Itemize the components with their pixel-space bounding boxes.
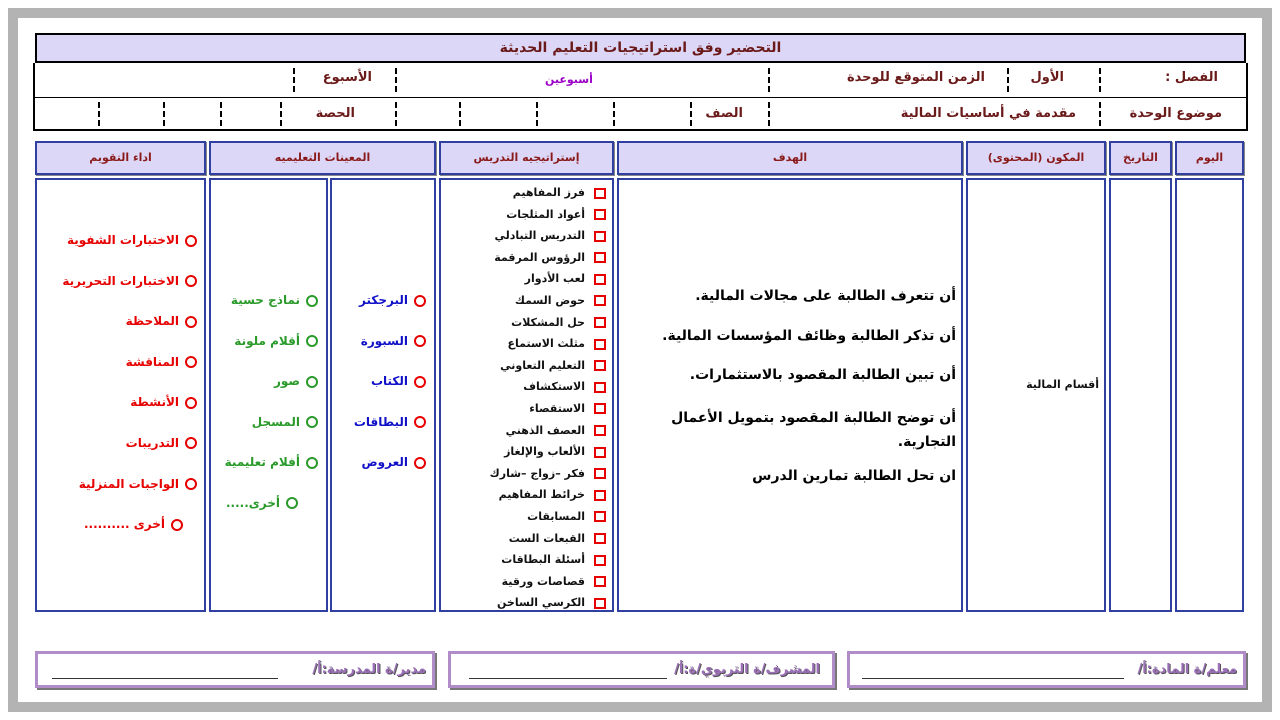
radio-icon[interactable]	[185, 235, 197, 247]
checkbox-icon[interactable]	[594, 555, 606, 566]
strategy-item[interactable]	[436, 441, 606, 463]
aid-item[interactable]	[326, 293, 426, 334]
checkbox-icon[interactable]	[594, 382, 606, 393]
strategy-label: أعواد المثلجات	[506, 207, 585, 221]
strategy-item[interactable]	[436, 420, 606, 442]
assessment-label: الاختبارات الشفوية	[66, 233, 179, 247]
checkbox-icon[interactable]	[594, 511, 606, 522]
header-date: التاريخ	[1109, 141, 1172, 175]
aid-label: أفلام تعليمية	[224, 455, 300, 469]
strategy-item[interactable]	[436, 225, 606, 247]
aid-item[interactable]	[208, 455, 318, 496]
duration-label: الزمن المتوقع للوحدة	[846, 70, 985, 85]
checkbox-icon[interactable]	[594, 209, 606, 220]
strategy-item[interactable]	[436, 549, 606, 571]
teacher-signature-label: معلم/ة المادة:أ/	[1137, 662, 1237, 677]
aid-item[interactable]	[208, 374, 318, 415]
assessment-label: الأنشطة	[130, 395, 179, 410]
divider	[280, 102, 282, 126]
assessment-label: الاختبارات التحريرية	[62, 273, 179, 288]
header-goal: الهدف	[617, 141, 963, 175]
aid-item[interactable]	[326, 334, 426, 375]
radio-icon[interactable]	[185, 316, 197, 328]
strategy-item[interactable]	[436, 333, 606, 355]
goal-item: أن تذكر الطالبة وظائف المؤسسات المالية.	[662, 328, 956, 344]
goal-item: ان تحل الطالبة تمارين الدرس	[752, 468, 956, 484]
checkbox-icon[interactable]	[594, 576, 606, 587]
radio-icon[interactable]	[414, 457, 426, 469]
duration-value: أسبوعين	[545, 73, 593, 86]
aids-list-b	[208, 293, 318, 536]
checkbox-icon[interactable]	[594, 598, 606, 609]
assessment-item[interactable]	[37, 395, 197, 436]
assessment-item[interactable]	[37, 314, 197, 355]
page-title: التحضير وفق استراتيجيات التعليم الحديثة	[35, 33, 1246, 63]
strategy-item[interactable]	[436, 528, 606, 550]
radio-icon[interactable]	[414, 335, 426, 347]
checkbox-icon[interactable]	[594, 425, 606, 436]
strategy-label: فكر –زواج –شارك	[489, 466, 585, 480]
checkbox-icon[interactable]	[594, 252, 606, 263]
goal-item: أن توضح الطالبة المقصود بتمويل الأعمال التجارية.	[671, 410, 956, 450]
checkbox-icon[interactable]	[594, 274, 606, 285]
strategy-item[interactable]	[436, 204, 606, 226]
aid-item[interactable]	[208, 293, 318, 334]
signature-line	[52, 678, 278, 679]
checkbox-icon[interactable]	[594, 295, 606, 306]
header-assessment: اداء التقويم	[35, 141, 206, 175]
checkbox-icon[interactable]	[594, 403, 606, 414]
checkbox-icon[interactable]	[594, 317, 606, 328]
radio-icon[interactable]	[185, 356, 197, 368]
aid-label: السبورة	[360, 333, 408, 348]
header-aids: المعينات التعليميه	[209, 141, 436, 175]
strategy-item[interactable]	[436, 506, 606, 528]
divider	[613, 102, 615, 126]
aid-label: البطاقات	[353, 414, 408, 429]
strategy-label: التدريس التبادلي	[494, 229, 585, 243]
assessment-item[interactable]	[37, 436, 197, 477]
content-item: أقسام المالية	[1026, 378, 1099, 391]
strategy-item[interactable]	[436, 355, 606, 377]
header-content: المكون (المحتوى)	[966, 141, 1106, 175]
divider	[395, 68, 397, 92]
assessment-label: التدريبات	[125, 435, 179, 450]
checkbox-icon[interactable]	[594, 490, 606, 501]
assessment-label: الملاحظة	[125, 314, 179, 329]
aid-label: صور	[273, 374, 300, 388]
principal-signature-label: مدير/ة المدرسة:أ/	[312, 662, 426, 677]
radio-icon[interactable]	[185, 478, 197, 490]
strategy-item[interactable]	[436, 290, 606, 312]
checkbox-icon[interactable]	[594, 339, 606, 350]
signature-line	[469, 678, 667, 679]
aid-item[interactable]	[208, 415, 318, 456]
semester-value: الأول	[1030, 70, 1064, 85]
divider	[163, 102, 165, 126]
strategy-label: الكرسي الساخن	[497, 596, 585, 610]
strategy-label: لعب الأدوار	[524, 272, 585, 286]
supervisor-signature-box	[448, 651, 835, 688]
aid-item[interactable]	[326, 374, 426, 415]
divider	[459, 102, 461, 126]
aid-item[interactable]	[208, 334, 318, 375]
supervisor-signature-label: المشرف/ة التربوي/ة:أ/	[674, 662, 820, 677]
strategy-item[interactable]	[436, 182, 606, 204]
strategy-label: الألعاب والإلغاز	[504, 445, 585, 459]
class-label: الصف	[705, 106, 743, 121]
strategy-item[interactable]	[436, 268, 606, 290]
day-column	[1175, 178, 1244, 612]
strategy-label: مثلث الاستماع	[507, 337, 585, 351]
date-column	[1109, 178, 1172, 612]
aid-item[interactable]	[326, 455, 426, 496]
strategy-item[interactable]	[436, 592, 606, 614]
assessment-item[interactable]	[37, 274, 197, 315]
radio-icon[interactable]	[306, 335, 318, 347]
signature-line	[862, 678, 1124, 679]
strategy-item[interactable]	[436, 398, 606, 420]
divider	[293, 68, 295, 92]
divider	[1099, 68, 1101, 92]
assessment-label: الواجبات المنزلية	[78, 476, 179, 491]
checkbox-icon[interactable]	[594, 468, 606, 479]
divider	[1007, 68, 1009, 92]
assessment-label: أخرى ..........	[84, 517, 165, 532]
strategy-label: خرائط المفاهيم	[498, 488, 585, 502]
assessment-label: المناقشة	[125, 354, 179, 369]
semester-label: الفصل :	[1165, 70, 1218, 85]
radio-icon[interactable]	[414, 295, 426, 307]
strategy-label: الاستقصاء	[529, 401, 585, 415]
divider	[220, 102, 222, 126]
strategy-label: حوض السمك	[514, 293, 585, 307]
aid-label: الكتاب	[370, 374, 408, 388]
strategy-label: العصف الذهني	[505, 423, 585, 437]
radio-icon[interactable]	[171, 519, 183, 531]
content-column	[966, 178, 1106, 612]
radio-icon[interactable]	[185, 275, 197, 287]
checkbox-icon[interactable]	[594, 533, 606, 544]
goal-item: أن تبين الطالبة المقصود بالاستثمارات.	[689, 367, 956, 383]
strategy-label: القبعات الست	[508, 531, 585, 545]
divider	[768, 68, 770, 92]
radio-icon[interactable]	[306, 457, 318, 469]
assessment-list	[37, 233, 197, 558]
aid-label: العروض	[361, 455, 408, 469]
unit-label: موضوع الوحدة	[1129, 106, 1222, 121]
strategy-item[interactable]	[436, 463, 606, 485]
header-strategy: إستراتيجيه التدريس	[439, 141, 614, 175]
assessment-item[interactable]	[37, 517, 197, 558]
info-divider	[35, 97, 1246, 98]
strategy-list	[436, 182, 606, 614]
radio-icon[interactable]	[414, 416, 426, 428]
radio-icon[interactable]	[185, 437, 197, 449]
radio-icon[interactable]	[286, 497, 298, 509]
radio-icon[interactable]	[414, 376, 426, 388]
aid-label: أقلام ملونة	[234, 333, 300, 348]
week-label: الأسبوع	[322, 70, 372, 85]
strategy-label: حل المشكلات	[511, 315, 585, 329]
assessment-item[interactable]	[37, 233, 197, 274]
strategy-item[interactable]	[436, 571, 606, 593]
strategy-label: الاستكشاف	[523, 380, 585, 394]
aid-label: البرجكتر	[359, 293, 408, 307]
divider	[536, 102, 538, 126]
checkbox-icon[interactable]	[594, 188, 606, 199]
radio-icon[interactable]	[306, 376, 318, 388]
divider	[395, 102, 397, 126]
divider	[768, 102, 770, 126]
strategy-item[interactable]	[436, 376, 606, 398]
aids-list-a	[326, 293, 426, 496]
period-label: الحصة	[315, 106, 355, 121]
aid-label: أخرى.....	[225, 495, 280, 510]
checkbox-icon[interactable]	[594, 231, 606, 242]
strategy-item[interactable]	[436, 484, 606, 506]
strategy-item[interactable]	[436, 247, 606, 269]
principal-signature-box	[35, 651, 435, 688]
aid-item[interactable]	[208, 496, 318, 537]
divider	[1099, 102, 1101, 126]
divider	[690, 102, 692, 126]
radio-icon[interactable]	[306, 416, 318, 428]
teacher-signature-box	[847, 651, 1246, 688]
assessment-item[interactable]	[37, 477, 197, 518]
header-day: اليوم	[1175, 141, 1244, 175]
radio-icon[interactable]	[185, 397, 197, 409]
checkbox-icon[interactable]	[594, 360, 606, 371]
strategy-label: فرز المفاهيم	[512, 186, 585, 199]
strategy-label: المسابقات	[527, 509, 585, 523]
aid-label: المسجل	[251, 414, 300, 429]
strategy-item[interactable]	[436, 312, 606, 334]
unit-value: مقدمة في أساسيات المالية	[900, 106, 1076, 121]
goal-item: أن تتعرف الطالبة على مجالات المالية.	[695, 288, 956, 304]
strategy-label: قصاصات ورقية	[501, 574, 585, 588]
goal-column	[617, 178, 963, 612]
aid-item[interactable]	[326, 415, 426, 456]
assessment-item[interactable]	[37, 355, 197, 396]
checkbox-icon[interactable]	[594, 447, 606, 458]
strategy-label: التعليم التعاوني	[500, 358, 585, 372]
aid-label: نماذج حسية	[230, 293, 300, 307]
strategy-label: أسئلة البطاقات	[501, 553, 585, 567]
strategy-label: الرؤوس المرقمة	[494, 250, 585, 264]
radio-icon[interactable]	[306, 295, 318, 307]
divider	[98, 102, 100, 126]
